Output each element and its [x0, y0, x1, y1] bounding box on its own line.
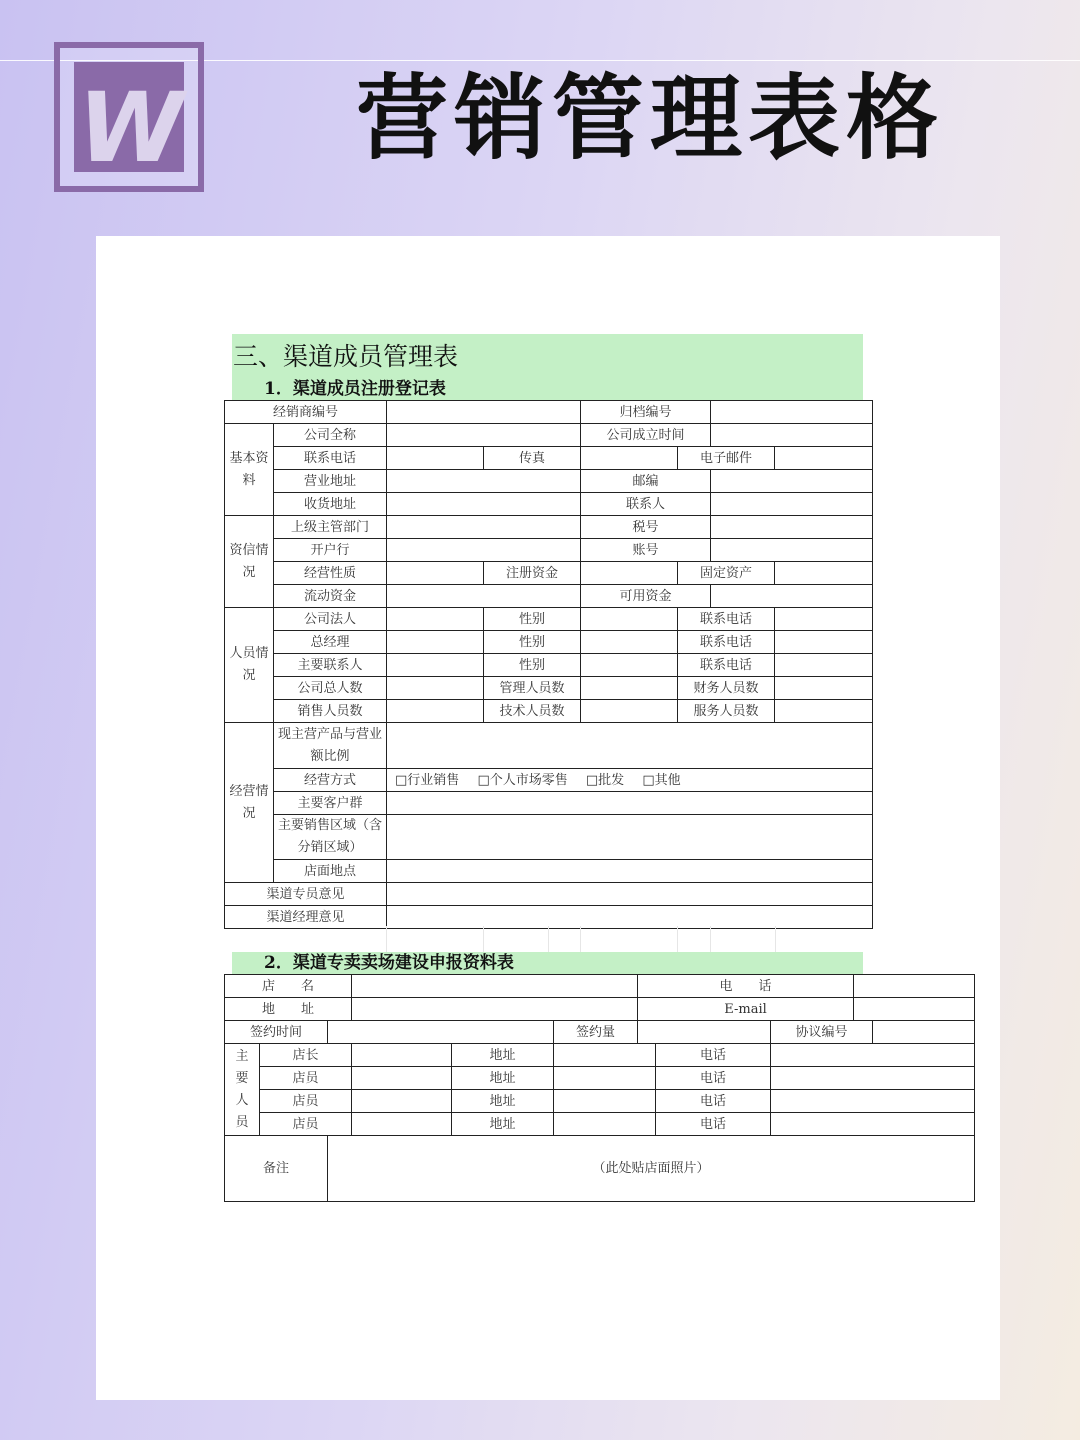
gm-field[interactable] [387, 631, 484, 654]
working-capital-label: 流动资金 [274, 585, 387, 608]
nature-label: 经营性质 [274, 562, 387, 585]
tech-staff-label: 技术人员数 [484, 700, 581, 723]
service-staff-label: 服务人员数 [678, 700, 775, 723]
page-title: 营销管理表格 [356, 65, 945, 172]
customers-field[interactable] [387, 792, 873, 815]
option-industry-sales[interactable]: □行业销售 [395, 772, 460, 788]
staff-group-label: 主要人员 [225, 1044, 260, 1136]
business-addr-field[interactable] [387, 470, 581, 493]
staff-role-field[interactable] [352, 1113, 452, 1136]
fax-field[interactable] [581, 447, 678, 470]
grid-line [677, 926, 678, 952]
company-name-label: 公司全称 [274, 424, 387, 447]
fixed-assets-field[interactable] [775, 562, 873, 585]
remarks-label: 备注 [225, 1136, 328, 1202]
founded-label: 公司成立时间 [581, 424, 711, 447]
store-name-field[interactable] [352, 975, 638, 998]
contact-phone-label: 联系电话 [678, 631, 775, 654]
manager-opinion-label: 渠道经理意见 [225, 906, 387, 929]
phone-label: 联系电话 [274, 447, 387, 470]
bank-field[interactable] [387, 539, 581, 562]
staff-addr-field[interactable] [554, 1067, 656, 1090]
store-phone-label: 电 话 [638, 975, 854, 998]
store-location-field[interactable] [387, 860, 873, 883]
company-name-field[interactable] [387, 424, 581, 447]
delivery-addr-field[interactable] [387, 493, 581, 516]
mgmt-staff-field[interactable] [581, 677, 678, 700]
regions-field[interactable] [387, 815, 873, 860]
manager-opinion-field[interactable] [387, 906, 873, 929]
staff-role-label: 店员 [260, 1113, 352, 1136]
legal-person-label: 公司法人 [274, 608, 387, 631]
agreement-no-label: 协议编号 [771, 1021, 873, 1044]
store-email-label: E-mail [638, 998, 854, 1021]
sales-staff-label: 销售人员数 [274, 700, 387, 723]
email-label: 电子邮件 [678, 447, 775, 470]
staff-tel-label: 电话 [656, 1090, 771, 1113]
staff-role-field[interactable] [352, 1067, 452, 1090]
staff-role-label: 店员 [260, 1090, 352, 1113]
staff-tel-label: 电话 [656, 1113, 771, 1136]
finance-staff-field[interactable] [775, 677, 873, 700]
table1-title: 1．渠道成员注册登记表 [264, 379, 446, 399]
gender-label: 性别 [484, 654, 581, 677]
superior-dept-label: 上级主管部门 [274, 516, 387, 539]
reg-capital-field[interactable] [581, 562, 678, 585]
regions-label: 主要销售区域（含分销区域） [274, 815, 387, 860]
grid-line [710, 926, 711, 952]
gender-field[interactable] [581, 654, 678, 677]
mode-label: 经营方式 [274, 769, 387, 792]
table2-title: 2．渠道专卖卖场建设申报资料表 [264, 953, 514, 973]
store-name-label: 店 名 [225, 975, 352, 998]
store-photo-area[interactable]: （此处贴店面照片） [328, 1136, 975, 1202]
staff-role-label: 店长 [260, 1044, 352, 1067]
sign-amount-label: 签约量 [554, 1021, 638, 1044]
staff-tel-field[interactable] [771, 1113, 975, 1136]
store-address-label: 地 址 [225, 998, 352, 1021]
operations-group-label: 经营情况 [225, 723, 274, 883]
contact-field[interactable] [711, 493, 873, 516]
people-group-label: 人员情况 [225, 608, 274, 723]
staff-addr-label: 地址 [452, 1067, 554, 1090]
option-wholesale[interactable]: □批发 [585, 772, 625, 788]
grid-line [548, 926, 549, 952]
credit-group-label: 资信情况 [225, 516, 274, 608]
archive-no-label: 归档编号 [581, 401, 711, 424]
products-label: 现主营产品与营业额比例 [274, 723, 387, 769]
contact-phone-field[interactable] [775, 654, 873, 677]
contact-phone-label: 联系电话 [678, 608, 775, 631]
staff-addr-label: 地址 [452, 1090, 554, 1113]
word-logo-letter: W [78, 72, 180, 184]
nature-field[interactable] [387, 562, 484, 585]
sign-time-field[interactable] [328, 1021, 554, 1044]
mode-options [387, 769, 873, 792]
contact-phone-label: 联系电话 [678, 654, 775, 677]
available-funds-label: 可用资金 [581, 585, 711, 608]
working-capital-field[interactable] [387, 585, 581, 608]
grid-line [775, 926, 776, 952]
staff-tel-label: 电话 [656, 1044, 771, 1067]
section-title: 三、渠道成员管理表 [233, 342, 459, 371]
basic-info-group-label: 基本资料 [225, 424, 274, 516]
founded-field[interactable] [711, 424, 873, 447]
staff-addr-field[interactable] [554, 1044, 656, 1067]
staff-addr-label: 地址 [452, 1044, 554, 1067]
email-field[interactable] [775, 447, 873, 470]
specialist-opinion-label: 渠道专员意见 [225, 883, 387, 906]
bank-label: 开户行 [274, 539, 387, 562]
staff-addr-field[interactable] [554, 1090, 656, 1113]
store-application-table [224, 974, 975, 1202]
fixed-assets-label: 固定资产 [678, 562, 775, 585]
staff-tel-label: 电话 [656, 1067, 771, 1090]
word-logo-inner [74, 62, 184, 184]
staff-tel-field[interactable] [771, 1044, 975, 1067]
postcode-label: 邮编 [581, 470, 711, 493]
staff-tel-field[interactable] [771, 1090, 975, 1113]
gender-label: 性别 [484, 631, 581, 654]
staff-addr-label: 地址 [452, 1113, 554, 1136]
sign-time-label: 签约时间 [225, 1021, 328, 1044]
gender-field[interactable] [581, 631, 678, 654]
gm-label: 总经理 [274, 631, 387, 654]
sign-amount-field[interactable] [638, 1021, 771, 1044]
tax-no-field[interactable] [711, 516, 873, 539]
fax-label: 传真 [484, 447, 581, 470]
store-email-field[interactable] [854, 998, 975, 1021]
staff-role-field[interactable] [352, 1090, 452, 1113]
finance-staff-label: 财务人员数 [678, 677, 775, 700]
dealer-no-label: 经销商编号 [225, 401, 387, 424]
agreement-no-field[interactable] [873, 1021, 975, 1044]
sales-staff-field[interactable] [387, 700, 484, 723]
reg-capital-label: 注册资金 [484, 562, 581, 585]
staff-addr-field[interactable] [554, 1113, 656, 1136]
phone-field[interactable] [387, 447, 484, 470]
gender-field[interactable] [581, 608, 678, 631]
staff-role-label: 店员 [260, 1067, 352, 1090]
account-label: 账号 [581, 539, 711, 562]
staff-tel-field[interactable] [771, 1067, 975, 1090]
option-retail[interactable]: □个人市场零售 [477, 772, 568, 788]
store-address-field[interactable] [352, 998, 638, 1021]
specialist-opinion-field[interactable] [387, 883, 873, 906]
customers-label: 主要客户群 [274, 792, 387, 815]
main-contact-label: 主要联系人 [274, 654, 387, 677]
main-contact-field[interactable] [387, 654, 484, 677]
contact-phone-field[interactable] [775, 631, 873, 654]
channel-registration-table [224, 400, 873, 929]
grid-line [580, 926, 581, 952]
total-staff-field[interactable] [387, 677, 484, 700]
service-staff-field[interactable] [775, 700, 873, 723]
dealer-no-field[interactable] [387, 401, 581, 424]
grid-line [386, 926, 387, 952]
contact-label: 联系人 [581, 493, 711, 516]
mgmt-staff-label: 管理人员数 [484, 677, 581, 700]
postcode-field[interactable] [711, 470, 873, 493]
staff-role-field[interactable] [352, 1044, 452, 1067]
gender-label: 性别 [484, 608, 581, 631]
available-funds-field[interactable] [711, 585, 873, 608]
store-location-label: 店面地点 [274, 860, 387, 883]
word-logo [54, 42, 204, 192]
archive-no-field[interactable] [711, 401, 873, 424]
total-staff-label: 公司总人数 [274, 677, 387, 700]
delivery-addr-label: 收货地址 [274, 493, 387, 516]
store-phone-field[interactable] [854, 975, 975, 998]
legal-person-field[interactable] [387, 608, 484, 631]
business-addr-label: 营业地址 [274, 470, 387, 493]
superior-dept-field[interactable] [387, 516, 581, 539]
contact-phone-field[interactable] [775, 608, 873, 631]
products-field[interactable] [387, 723, 873, 769]
grid-line [483, 926, 484, 952]
option-other[interactable]: □其他 [642, 772, 681, 788]
tech-staff-field[interactable] [581, 700, 678, 723]
tax-no-label: 税号 [581, 516, 711, 539]
account-field[interactable] [711, 539, 873, 562]
